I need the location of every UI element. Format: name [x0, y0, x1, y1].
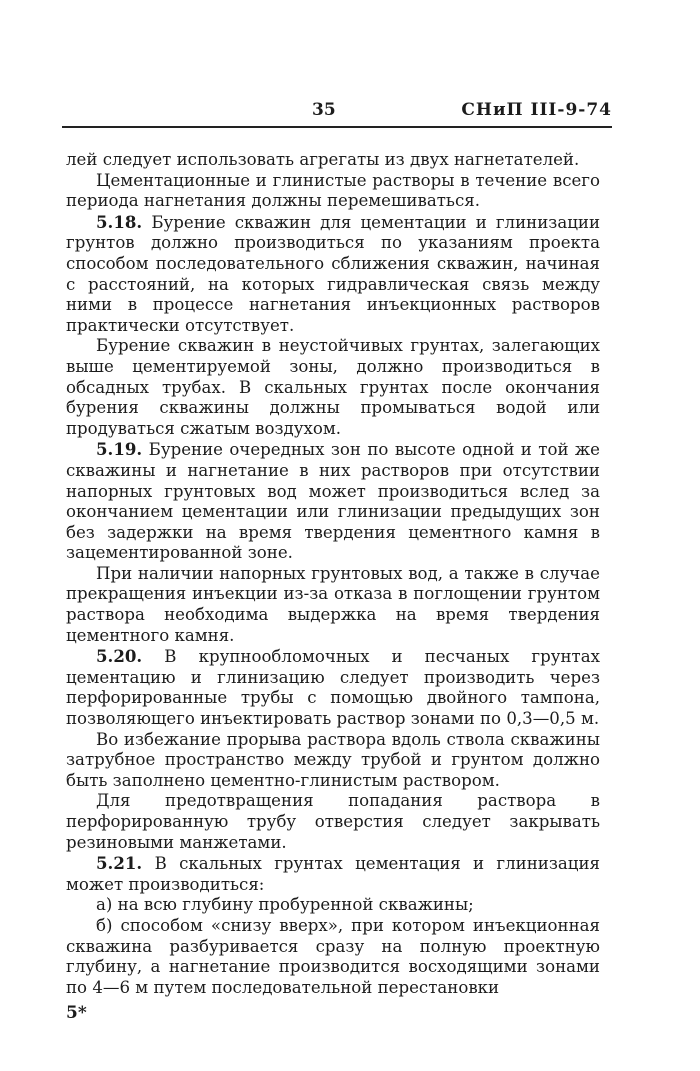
paragraph: 5.21. В скальных грунтах цементация и глинизация может производиться: [66, 853, 600, 894]
paragraph: 5.19. Бурение очередных зон по высоте одной и той же скважины и нагнетание в них растворов при отсутствии напорных грунтовых вод может производиться вслед за окончанием цементации или глинизации предыдущих зон без задержки на время твердения цементного камня в зацементированной зоне. [66, 439, 601, 563]
paragraph: б) способом «снизу вверх», при котором инъекционная скважина разбуривается сразу на полную проектную глубину, а нагнетание производится восходящими зонами по 4—6 м путем последовательной перестановки [66, 915, 600, 997]
paragraph: 5.20. В крупнообломочных и песчаных грунтах цементацию и глинизацию следует производить через перфорированные трубы с помощью двойного тампона, позволяющего инъектировать раствор зонами по 0,3—0,5 м. [66, 646, 600, 729]
header-rule [62, 126, 612, 128]
section-number: 5.20. [96, 646, 143, 667]
paragraph: 5.18. Бурение скважин для цементации и глинизации грунтов должно производиться по указаниям проекта способом последовательного сближения скважин, начиная с расстояний, на которых гидравлическая связь между ними в процессе нагнетания инъекционных растворов практически отсутствует. [66, 211, 601, 335]
paragraph: лей следует использовать агрегаты из двух нагнетателей. [66, 150, 580, 169]
page-header [62, 96, 612, 124]
paragraph: Во избежание прорыва раствора вдоль ствола скважины затрубное пространство между трубой и грунтом должно быть заполнено цементно-глинистым раствором. [66, 729, 600, 790]
paragraph: Бурение скважин в неустойчивых грунтах, залегающих выше цементируемой зоны, должно производиться в обсадных трубах. В скальных грунтах после окончания бурения скважины должны промываться водой или продуваться сжатым воздухом. [66, 336, 600, 438]
section-number: 5.21. [96, 853, 143, 874]
paragraph: Для предотвращения попадания раствора в перфорированную трубу отверстия следует закрывать резиновыми манжетами. [66, 791, 600, 852]
signature-mark: 5* [66, 1003, 87, 1023]
document-code: СНиП III-9-74 [461, 100, 612, 120]
section-number: 5.18. [96, 211, 143, 232]
body-text [66, 150, 600, 998]
paragraph: Цементационные и глинистые растворы в течение всего периода нагнетания должны перемешиваться. [66, 170, 600, 211]
paragraph: а) на всю глубину пробуренной скважины; [96, 895, 474, 915]
page-number: 35 [312, 100, 336, 120]
paragraph: При наличии напорных грунтовых вод, а также в случае прекращения инъекции из-за отказа в поглощении грунтом раствора необходима выдержка на время твердения цементного камня. [66, 563, 600, 645]
section-number: 5.19. [96, 439, 143, 460]
